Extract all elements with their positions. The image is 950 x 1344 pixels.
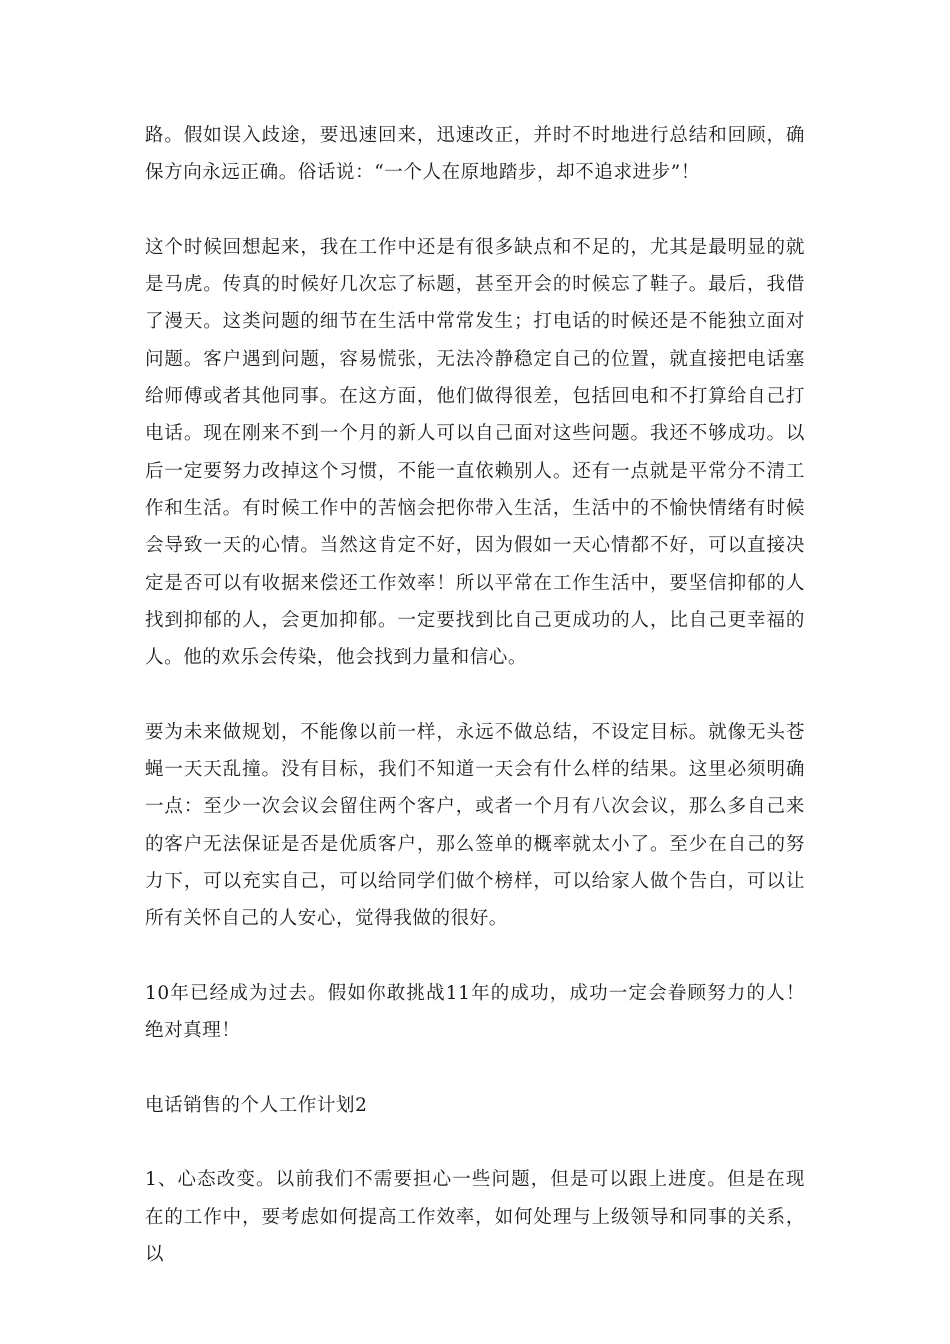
paragraph-shortcomings: 这个时候回想起来，我在工作中还是有很多缺点和不足的，尤其是最明显的就是马虎。传真的时候好几次忘了标题，甚至开会的时候忘了鞋子。最后，我借了漫天。这类问题的细节在生活中常常发生；打电话的时候还是不能独立面对问题。客户遇到问题，容易慌张，无法冷静稳定自己的位置，就直接把电话塞给师傅或者其他同事。在这方面，他们做得很差，包括回电和不打算给自己打电话。现在刚来不到一个月的新人可以自己面对这些问题。我还不够成功。以后一定要努力改掉这个习惯，不能一直依赖别人。还有一点就是平常分不清工作和生活。有时候工作中的苦恼会把你带入生活，生活中的不愉快情绪有时候会导致一天的心情。当然这肯定不好，因为假如一天心情都不好，可以直接决定是否可以有收据来偿还工作效率！所以平常在工作生活中，要坚信抑郁的人找到抑郁的人，会更加抑郁。一定要找到比自己更成功的人，比自己更幸福的人。他的欢乐会传染，他会找到力量和信心。 bbox=[145, 236, 805, 669]
document-body bbox=[145, 117, 805, 1311]
paragraph-direction: 路。假如误入歧途，要迅速回来，迅速改正，并时不时地进行总结和回顾，确保方向永远正确。俗话说：“一个人在原地踏步，却不追求进步”！ bbox=[145, 125, 805, 184]
paragraph-conclusion: 10年已经成为过去。假如你敢挑战11年的成功，成功一定会眷顾努力的人！绝对真理！ bbox=[145, 982, 805, 1042]
paragraph-planning: 要为未来做规划，不能像以前一样，永远不做总结，不设定目标。就像无头苍蝇一天天乱撞。没有目标，我们不知道一天会有什么样的结果。这里必须明确一点：至少一次会议会留住两个客户，或者一个月有八次会议，那么多自己来的客户无法保证是否是优质客户，那么签单的概率就太小了。至少在自己的努力下，可以充实自己，可以给同学们做个榜样，可以给家人做个告白，可以让所有关怀自己的人安心，觉得我做的很好。 bbox=[145, 721, 805, 930]
paragraph-mindset: 1、心态改变。以前我们不需要担心一些问题，但是可以跟上进度。但是在现在的工作中，要考虑如何提高工作效率，如何处理与上级领导和同事的关系，以 bbox=[145, 1169, 805, 1265]
section-heading: 电话销售的个人工作计划2 bbox=[145, 1094, 368, 1116]
